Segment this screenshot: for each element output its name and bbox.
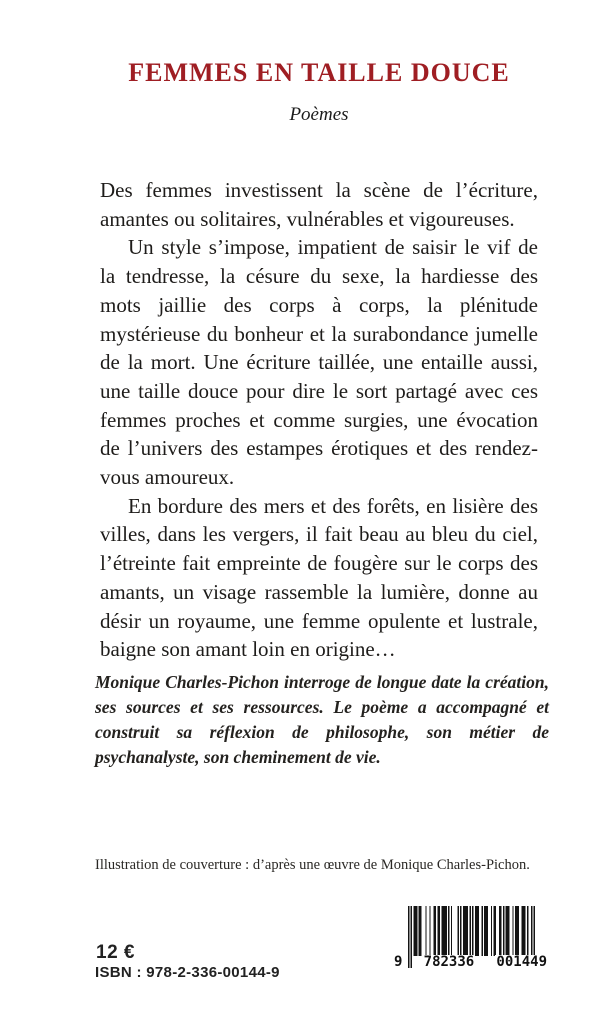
blurb-paragraph: En bordure des mers et des forêts, en lisière des villes, dans les vergers, il fait beau au bleu du ciel, l’étreinte fait empreinte de fougère sur le corps des amants, un visage rassemble la lumière, donne au désir un royaume, une femme opulente et lustrale, baigne son amant loin en origine… — [100, 493, 538, 662]
barcode-digit-lead: 9 — [394, 954, 403, 970]
author-bio-text: interroge de longue date la création, ses sources et ses ressources. Le poème a accompagné et construit sa réflexion de philosophe, son métier de psychanalyste, son cheminement de vie. — [95, 672, 549, 767]
isbn-label: ISBN : 978-2-336-00144-9 — [95, 964, 280, 981]
book-title: FEMMES EN TAILLE DOUCE — [128, 58, 510, 87]
author-bio — [95, 670, 549, 770]
barcode-digit-group: 782336 — [423, 954, 475, 970]
blurb-text — [100, 176, 538, 664]
barcode-digits — [394, 955, 548, 969]
barcode-digit-group: 001449 — [496, 954, 547, 970]
book-subtitle: Poèmes — [289, 104, 349, 125]
blurb-paragraph: Des femmes investissent la scène de l’écriture, amantes ou solitaires, vulnérables et vigoureuses. — [100, 178, 538, 231]
author-name: Monique Charles-Pichon — [95, 672, 279, 692]
cover-illustration-credit: Illustration de couverture : d’après une œuvre de Monique Charles-Pichon. — [95, 857, 530, 873]
blurb-paragraph: Un style s’impose, impatient de saisir le vif de la tendresse, la césure du sexe, la hardiesse des mots jaillie des corps à corps, la plénitude mystérieuse du bonheur et la surabondance jumelle de la mort. Une écriture taillée, une entaille aussi, une taille douce pour dire le sort partagé avec ces femmes proches et comme surgies, une évocation de l’univers des estampes érotiques et des rendez-vous amoureux. — [100, 235, 538, 490]
price-label: 12 € — [96, 942, 135, 963]
ean13-barcode — [394, 906, 547, 970]
